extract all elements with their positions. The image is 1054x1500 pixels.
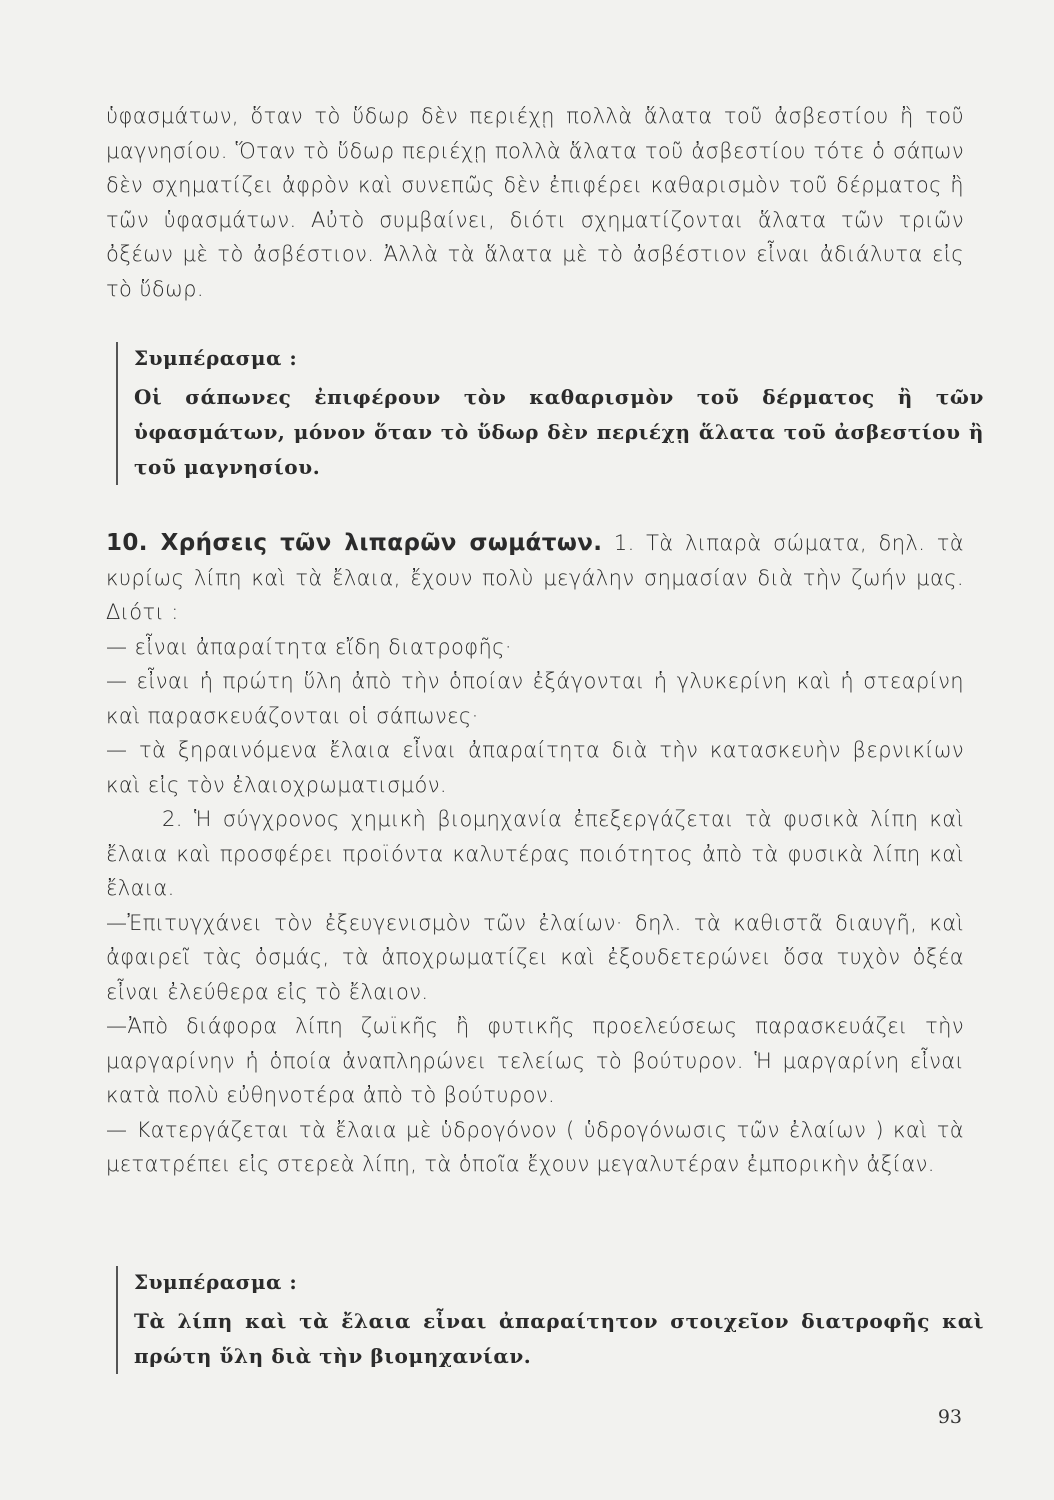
conclusion-box-2	[116, 1266, 984, 1374]
bullet-item: — τὰ ξηραινόμενα ἔλαια εἶναι ἀπαραίτητα διὰ τὴν κατασκευὴν βερνικίων καὶ εἰς τὸν ἐλαιοχρωματισμόν.	[106, 738, 964, 797]
section-title: 10. Χρήσεις τῶν λιπαρῶν σωμάτων.	[106, 530, 603, 556]
dash-item: — Κατεργάζεται τὰ ἔλαια μὲ ὑδρογόνον ( ὑδρογόνωσις τῶν ἐλαίων ) καὶ τὰ μετατρέπει εἰς στερεὰ λίπη, τὰ ὁποῖα ἔχουν μεγαλυτέραν ἐμπορικὴν ἀξίαν.	[106, 1117, 964, 1176]
conclusion-text-1: Οἱ σάπωνες ἐπιφέρουν τὸν καθαρισμὸν τοῦ δέρματος ἢ τῶν ὑφασμάτων, μόνον ὅταν τὸ ὕδωρ δὲν περιέχῃ ἅλατα τοῦ ἀσβεστίου ἢ τοῦ μαγνησίου.	[134, 385, 984, 479]
section-intro-paragraph	[106, 526, 964, 630]
top-paragraph-block	[106, 99, 964, 306]
conclusion-heading-2: Συμπέρασμα :	[134, 1270, 298, 1294]
bullet-item: — εἶναι ἡ πρώτη ὕλη ἀπὸ τὴν ὁποίαν ἐξάγονται ἡ γλυκερίνη καὶ ἡ στεαρίνη καὶ παρασκευάζονται οἱ σάπωνες·	[106, 669, 964, 728]
conclusion-box-1	[116, 342, 984, 485]
conclusion-heading-1: Συμπέρασμα :	[134, 346, 298, 370]
section-intro: 1. Τὰ λιπαρὰ σώματα, δηλ. τὰ κυρίως λίπη καὶ τὰ ἔλαια, ἔχουν πολὺ μεγάλην σημασίαν διὰ τὴν ζωήν μας. Διότι :	[106, 531, 964, 624]
page-number: 93	[937, 1406, 962, 1428]
top-paragraph: ὑφασμάτων, ὅταν τὸ ὕδωρ δὲν περιέχῃ πολλὰ ἅλατα τοῦ ἀσβεστίου ἢ τοῦ μαγνησίου. Ὅταν τὸ ὕδωρ περιέχῃ πολλὰ ἅλατα τοῦ ἀσβεστίου τότε ὁ σάπων δὲν σχηματίζει ἀφρὸν καὶ συνεπῶς δὲν ἐπιφέρει καθαρισμὸν τοῦ δέρματος ἢ τῶν ὑφασμάτων. Αὐτὸ συμβαίνει, διότι σχηματίζονται ἅλατα τῶν τριῶν ὀξέων μὲ τὸ ἀσβέστιον. Ἀλλὰ τὰ ἅλατα μὲ τὸ ἀσβέστιον εἶναι ἀδιάλυτα εἰς τὸ ὕδωρ.	[106, 104, 964, 301]
dash-item: —Ἀπὸ διάφορα λίπη ζωϊκῆς ἢ φυτικῆς προελεύσεως παρασκευάζει τὴν μαργαρίνην ἡ ὁποία ἀναπληρώνει τελείως τὸ βούτυρον. Ἡ μαργαρίνη εἶναι κατὰ πολὺ εὐθηνοτέρα ἀπὸ τὸ βούτυρον.	[106, 1014, 964, 1107]
section-10	[106, 526, 964, 1182]
bullet-item: — εἶναι ἀπαραίτητα εἴδη διατροφῆς·	[106, 634, 512, 659]
conclusion-text-2: Τὰ λίπη καὶ τὰ ἔλαια εἶναι ἀπαραίτητον στοιχεῖον διατροφῆς καὶ πρώτη ὕλη διὰ τὴν βιομηχανίαν.	[134, 1309, 984, 1368]
dash-item: —Ἐπιτυγχάνει τὸν ἐξευγενισμὸν τῶν ἐλαίων· δηλ. τὰ καθιστᾶ διαυγῆ, καὶ ἀφαιρεῖ τὰς ὀσμάς, τὰ ἀποχρωματίζει καὶ ἐξουδετερώνει ὅσα τυχὸν ὀξέα εἶναι ἐλεύθερα εἰς τὸ ἔλαιον.	[106, 910, 964, 1004]
paragraph-2: 2. Ἡ σύγχρονος χημικὴ βιομηχανία ἐπεξεργάζεται τὰ φυσικὰ λίπη καὶ ἔλαια καὶ προσφέρει προϊόντα καλυτέρας ποιότητος ἀπὸ τὰ φυσικὰ λίπη καὶ ἔλαια.	[106, 807, 964, 900]
